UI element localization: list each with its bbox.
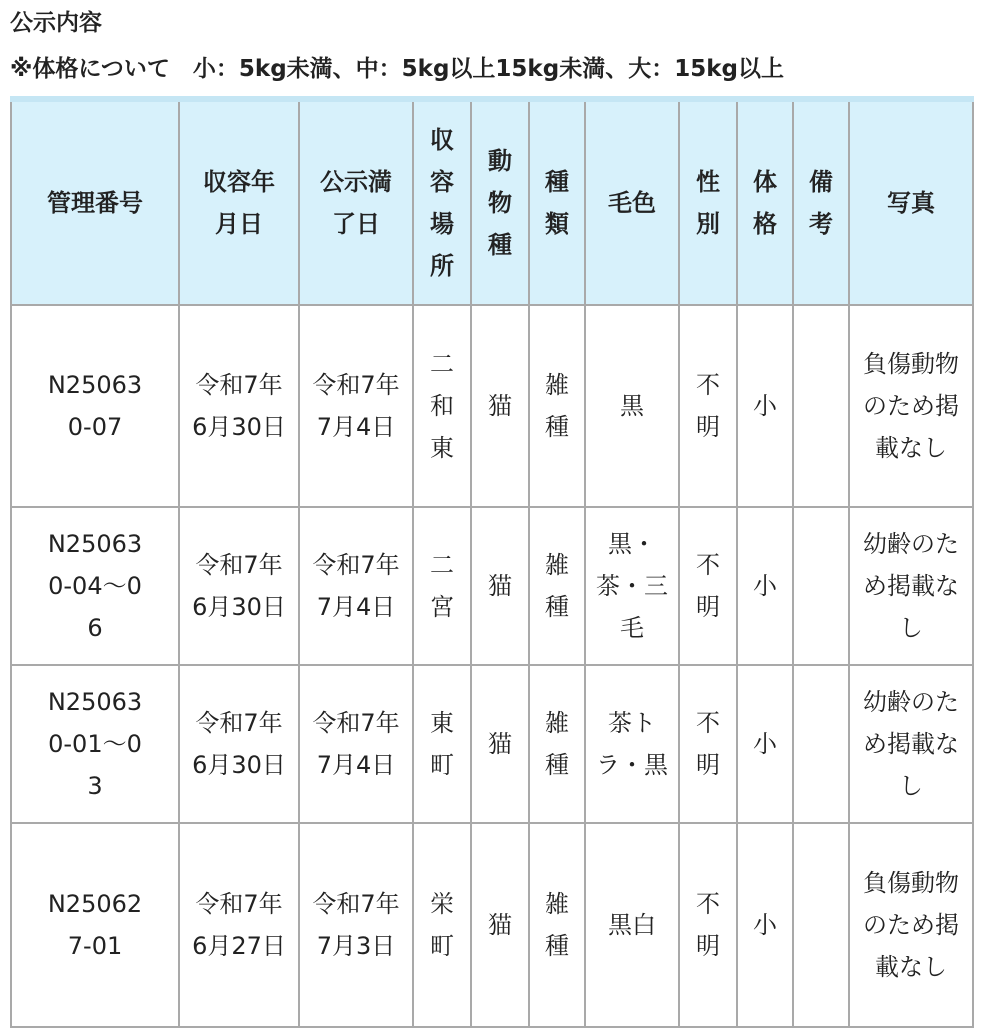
- cell-remarks: [793, 305, 849, 507]
- cell-photo: 負傷動物のため掲載なし: [849, 823, 973, 1027]
- cell-intake-location: 二宮: [413, 507, 471, 665]
- table-row: [11, 507, 973, 665]
- cell-intake-location: 二和東: [413, 305, 471, 507]
- cell-breed: 雑種: [529, 823, 585, 1027]
- cell-photo: 幼齢のため掲載なし: [849, 665, 973, 823]
- cell-coat-color: 黒・茶・三毛: [585, 507, 679, 665]
- cell-animal-species: 猫: [471, 305, 529, 507]
- cell-animal-species: 猫: [471, 665, 529, 823]
- cell-size: 小: [737, 305, 793, 507]
- header-intake-location: 収容場所: [413, 99, 471, 305]
- cell-sex: 不明: [679, 507, 737, 665]
- cell-breed: 雑種: [529, 305, 585, 507]
- header-notice-end-date: 公示満了日: [299, 99, 413, 305]
- cell-intake-date: 令和7年6月27日: [179, 823, 299, 1027]
- header-size: 体格: [737, 99, 793, 305]
- cell-id: N250627-01: [11, 823, 179, 1027]
- cell-coat-color: 茶トラ・黒: [585, 665, 679, 823]
- header-animal-species: 動物種: [471, 99, 529, 305]
- header-photo: 写真: [849, 99, 973, 305]
- cell-remarks: [793, 507, 849, 665]
- cell-size: 小: [737, 507, 793, 665]
- header-breed: 種類: [529, 99, 585, 305]
- cell-notice-end-date: 令和7年7月3日: [299, 823, 413, 1027]
- table-row: [11, 305, 973, 507]
- table-header-row: [11, 99, 973, 305]
- cell-id: N250630-04～06: [11, 507, 179, 665]
- header-intake-date: 収容年月日: [179, 99, 299, 305]
- cell-sex: 不明: [679, 823, 737, 1027]
- cell-animal-species: 猫: [471, 507, 529, 665]
- cell-size: 小: [737, 665, 793, 823]
- cell-intake-date: 令和7年6月30日: [179, 507, 299, 665]
- cell-breed: 雑種: [529, 507, 585, 665]
- cell-notice-end-date: 令和7年7月4日: [299, 305, 413, 507]
- page-title: 公示内容: [10, 10, 102, 36]
- notice-table: [10, 96, 974, 1028]
- header-id: 管理番号: [11, 99, 179, 305]
- cell-photo: 幼齢のため掲載なし: [849, 507, 973, 665]
- cell-id: N250630-01～03: [11, 665, 179, 823]
- cell-remarks: [793, 823, 849, 1027]
- cell-sex: 不明: [679, 665, 737, 823]
- cell-coat-color: 黒: [585, 305, 679, 507]
- cell-intake-location: 栄町: [413, 823, 471, 1027]
- cell-animal-species: 猫: [471, 823, 529, 1027]
- cell-intake-location: 東町: [413, 665, 471, 823]
- cell-breed: 雑種: [529, 665, 585, 823]
- cell-remarks: [793, 665, 849, 823]
- cell-photo: 負傷動物のため掲載なし: [849, 305, 973, 507]
- header-coat-color: 毛色: [585, 99, 679, 305]
- cell-sex: 不明: [679, 305, 737, 507]
- size-classification-note: ※体格について 小：5kg未満、中：5kg以上15kg未満、大：15kg以上: [10, 56, 784, 82]
- header-remarks: 備考: [793, 99, 849, 305]
- cell-id: N250630-07: [11, 305, 179, 507]
- cell-intake-date: 令和7年6月30日: [179, 305, 299, 507]
- cell-notice-end-date: 令和7年7月4日: [299, 665, 413, 823]
- cell-size: 小: [737, 823, 793, 1027]
- cell-coat-color: 黒白: [585, 823, 679, 1027]
- header-sex: 性別: [679, 99, 737, 305]
- table-row: [11, 823, 973, 1027]
- cell-notice-end-date: 令和7年7月4日: [299, 507, 413, 665]
- cell-intake-date: 令和7年6月30日: [179, 665, 299, 823]
- table-row: [11, 665, 973, 823]
